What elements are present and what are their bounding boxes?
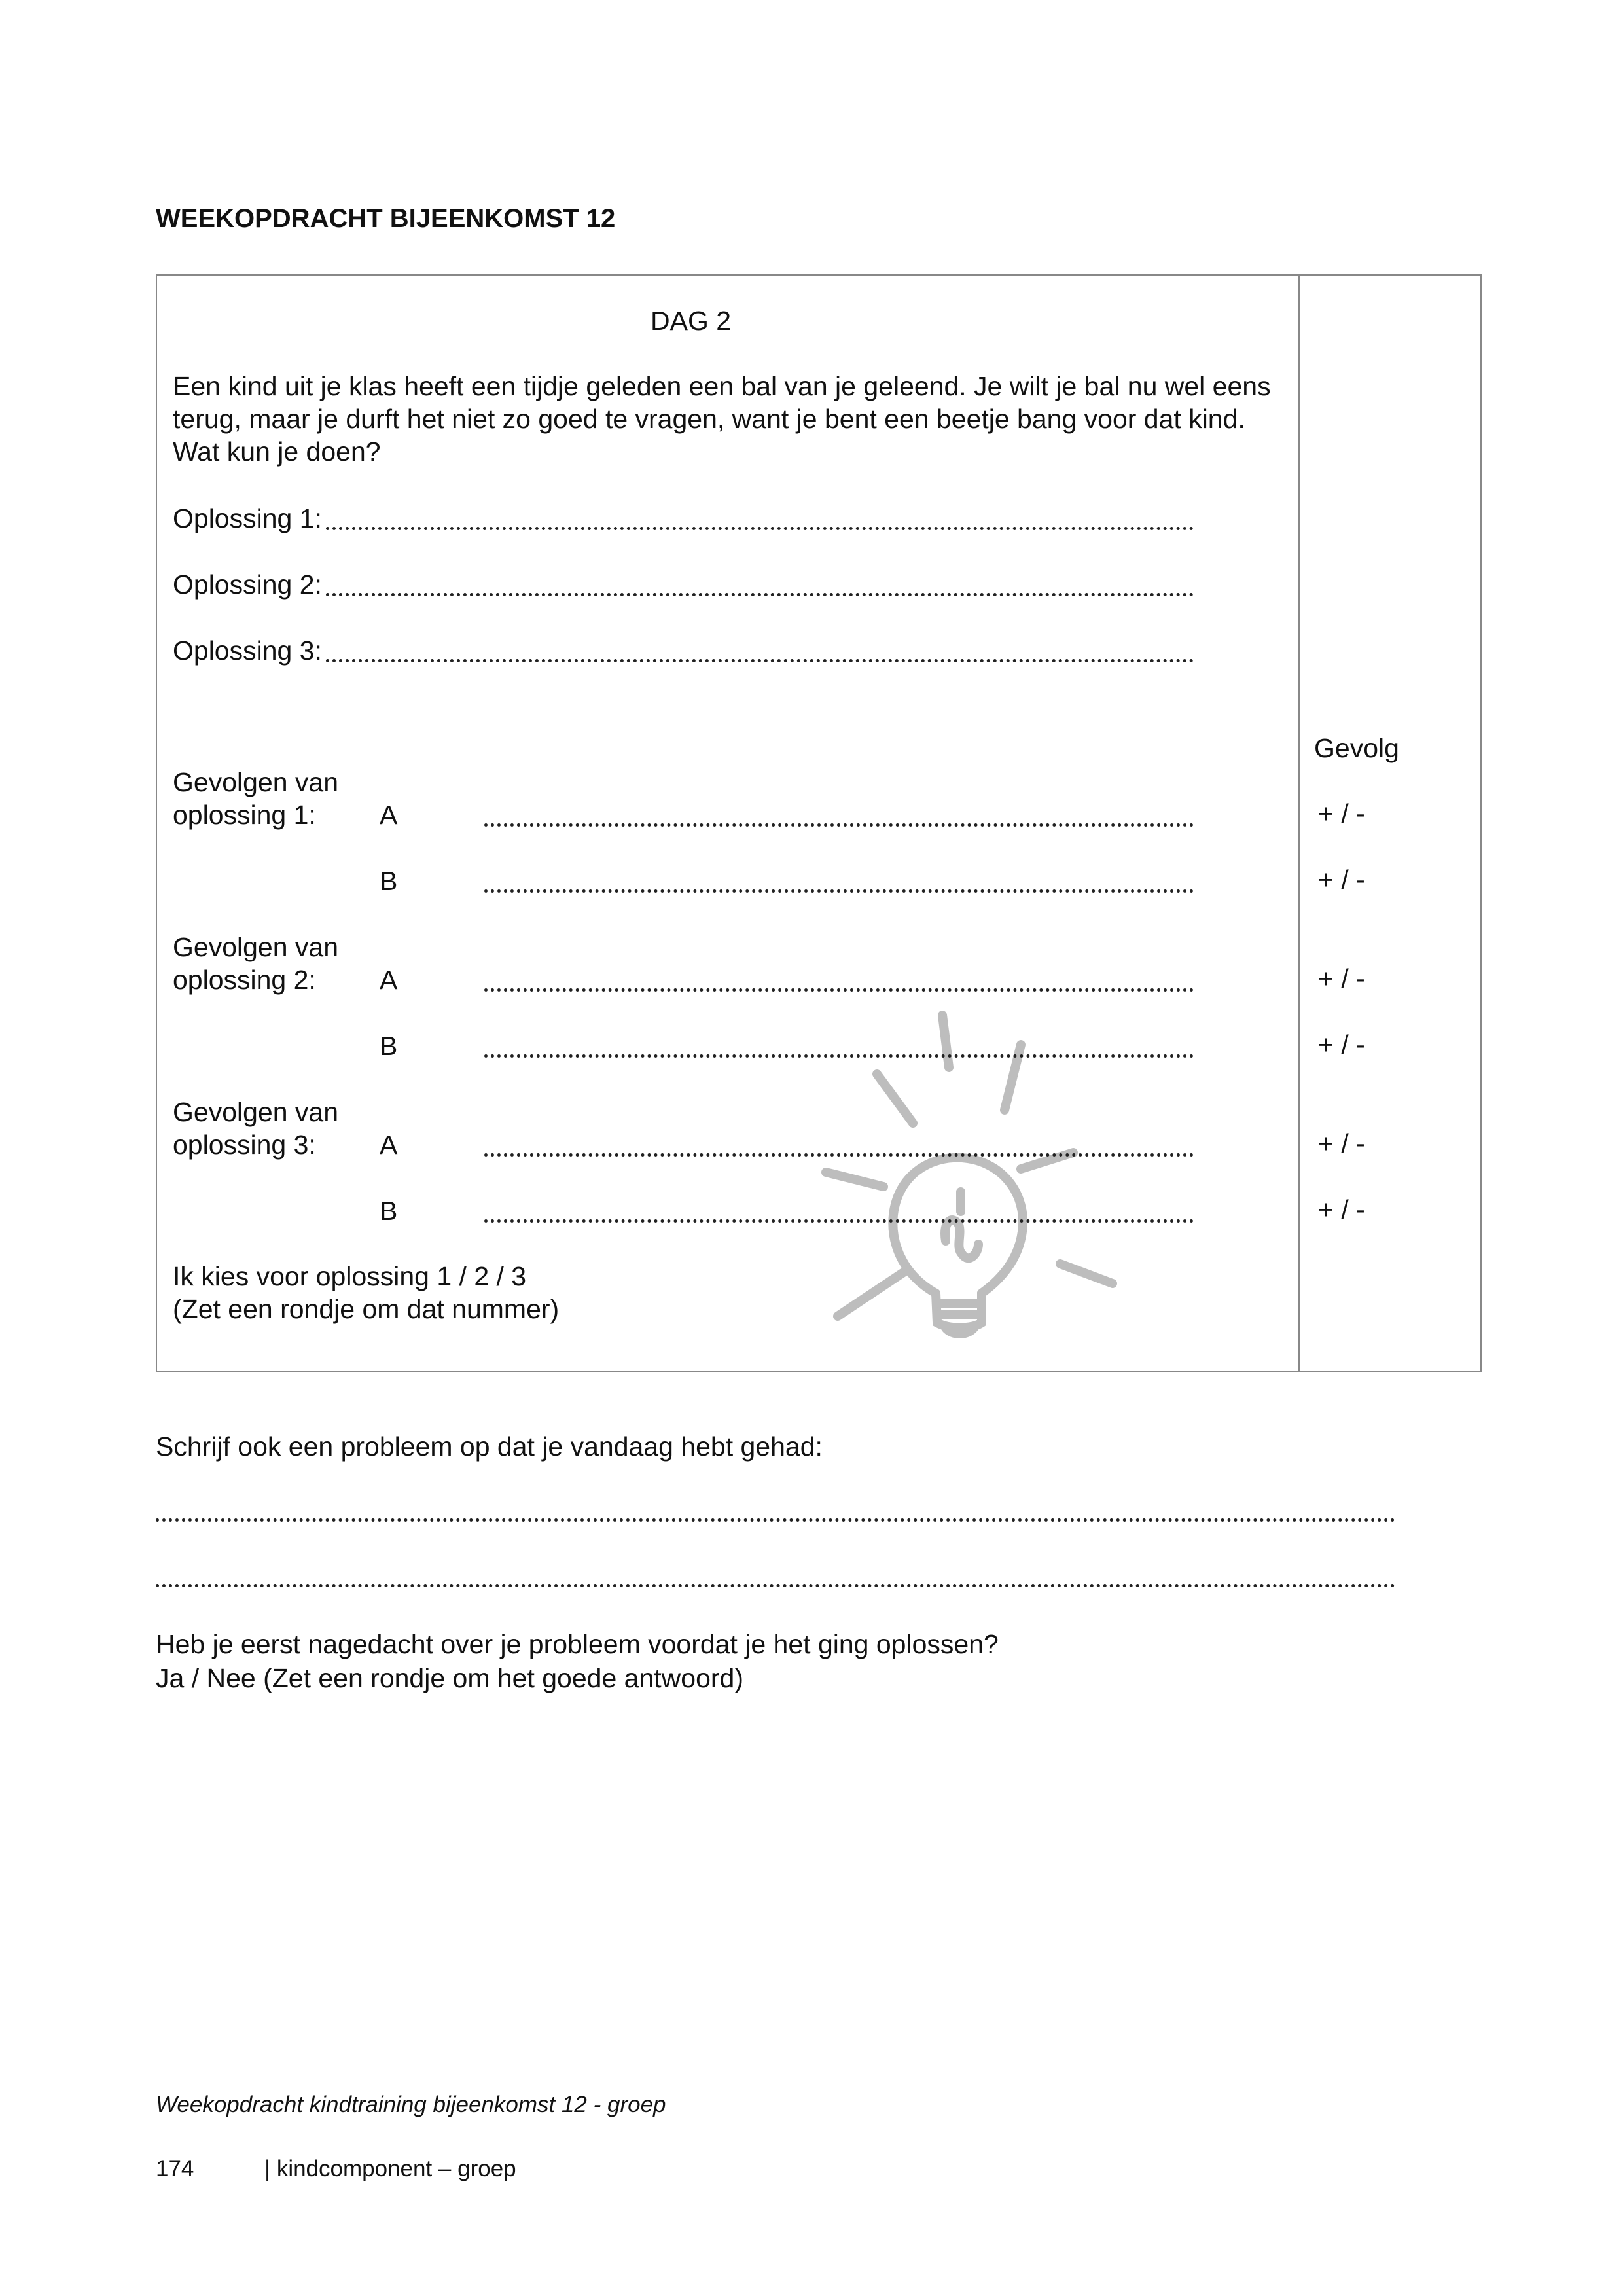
footer-caption: Weekopdracht kindtraining bijeenkomst 12 - groep xyxy=(156,2092,666,2117)
consequence-2a-mark[interactable]: + / - xyxy=(1318,963,1365,994)
consequence-2b-answer-line[interactable] xyxy=(484,1054,1194,1058)
solution-2-label: Oplossing 2: xyxy=(173,569,322,600)
scenario-line: Wat kun je doen? xyxy=(173,437,381,467)
consequence-3b-mark[interactable]: + / - xyxy=(1318,1194,1365,1225)
consequence-3a-letter: A xyxy=(380,1130,398,1160)
consequence-2b-mark[interactable]: + / - xyxy=(1318,1030,1365,1060)
solution-1-answer-line[interactable] xyxy=(326,527,1194,530)
column-divider xyxy=(1298,276,1300,1371)
consequence-1b-answer-line[interactable] xyxy=(484,889,1194,893)
consequences-2-label: oplossing 2: xyxy=(173,965,316,995)
solution-3-label: Oplossing 3: xyxy=(173,636,322,666)
consequence-2b-letter: B xyxy=(380,1031,398,1061)
scenario-line: terug, maar je durft het niet zo goed te vragen, want je bent een beetje bang voor dat kind. xyxy=(173,404,1245,434)
footer-section: | kindcomponent – groep xyxy=(264,2156,516,2181)
consequence-1b-letter: B xyxy=(380,866,398,896)
consequence-3b-letter: B xyxy=(380,1196,398,1226)
consequence-3a-answer-line[interactable] xyxy=(484,1153,1194,1157)
consequences-3-label: oplossing 3: xyxy=(173,1130,316,1160)
day-heading: DAG 2 xyxy=(651,306,732,336)
solution-3-answer-line[interactable] xyxy=(326,659,1194,662)
consequence-3a-mark[interactable]: + / - xyxy=(1318,1128,1365,1158)
choice-hint: (Zet een rondje om dat nummer) xyxy=(173,1294,560,1324)
task-table xyxy=(156,274,1482,1372)
page-title: WEEKOPDRACHT BIJEENKOMST 12 xyxy=(156,204,616,233)
problem-answer-line[interactable] xyxy=(156,1584,1395,1587)
consequence-column-header: Gevolg xyxy=(1314,733,1399,763)
consequence-1a-answer-line[interactable] xyxy=(484,823,1194,827)
consequence-1a-mark[interactable]: + / - xyxy=(1318,798,1365,829)
lightbulb-icon xyxy=(654,996,1126,1362)
consequence-1a-letter: A xyxy=(380,800,398,830)
problem-prompt: Schrijf ook een probleem op dat je vandaag hebt gehad: xyxy=(156,1431,823,1462)
consequences-3-label: Gevolgen van xyxy=(173,1097,339,1127)
consequence-2a-letter: A xyxy=(380,965,398,995)
consequence-2a-answer-line[interactable] xyxy=(484,988,1194,992)
page-number: 174 xyxy=(156,2156,194,2181)
consequence-3b-answer-line[interactable] xyxy=(484,1219,1194,1223)
consequence-1b-mark[interactable]: + / - xyxy=(1318,865,1365,895)
reflect-question: Heb je eerst nagedacht over je probleem voordat je het ging oplossen? xyxy=(156,1629,999,1659)
reflect-answer[interactable]: Ja / Nee (Zet een rondje om het goede antwoord) xyxy=(156,1663,743,1693)
scenario-text xyxy=(173,370,1285,468)
solution-1-label: Oplossing 1: xyxy=(173,503,322,533)
problem-answer-line[interactable] xyxy=(156,1518,1395,1522)
consequences-2-label: Gevolgen van xyxy=(173,932,339,962)
consequences-1-label: Gevolgen van xyxy=(173,767,339,797)
solution-2-answer-line[interactable] xyxy=(326,593,1194,596)
choice-line[interactable]: Ik kies voor oplossing 1 / 2 / 3 xyxy=(173,1261,527,1291)
scenario-line: Een kind uit je klas heeft een tijdje geleden een bal van je geleend. Je wilt je bal nu wel eens xyxy=(173,371,1271,401)
consequences-1-label: oplossing 1: xyxy=(173,800,316,830)
